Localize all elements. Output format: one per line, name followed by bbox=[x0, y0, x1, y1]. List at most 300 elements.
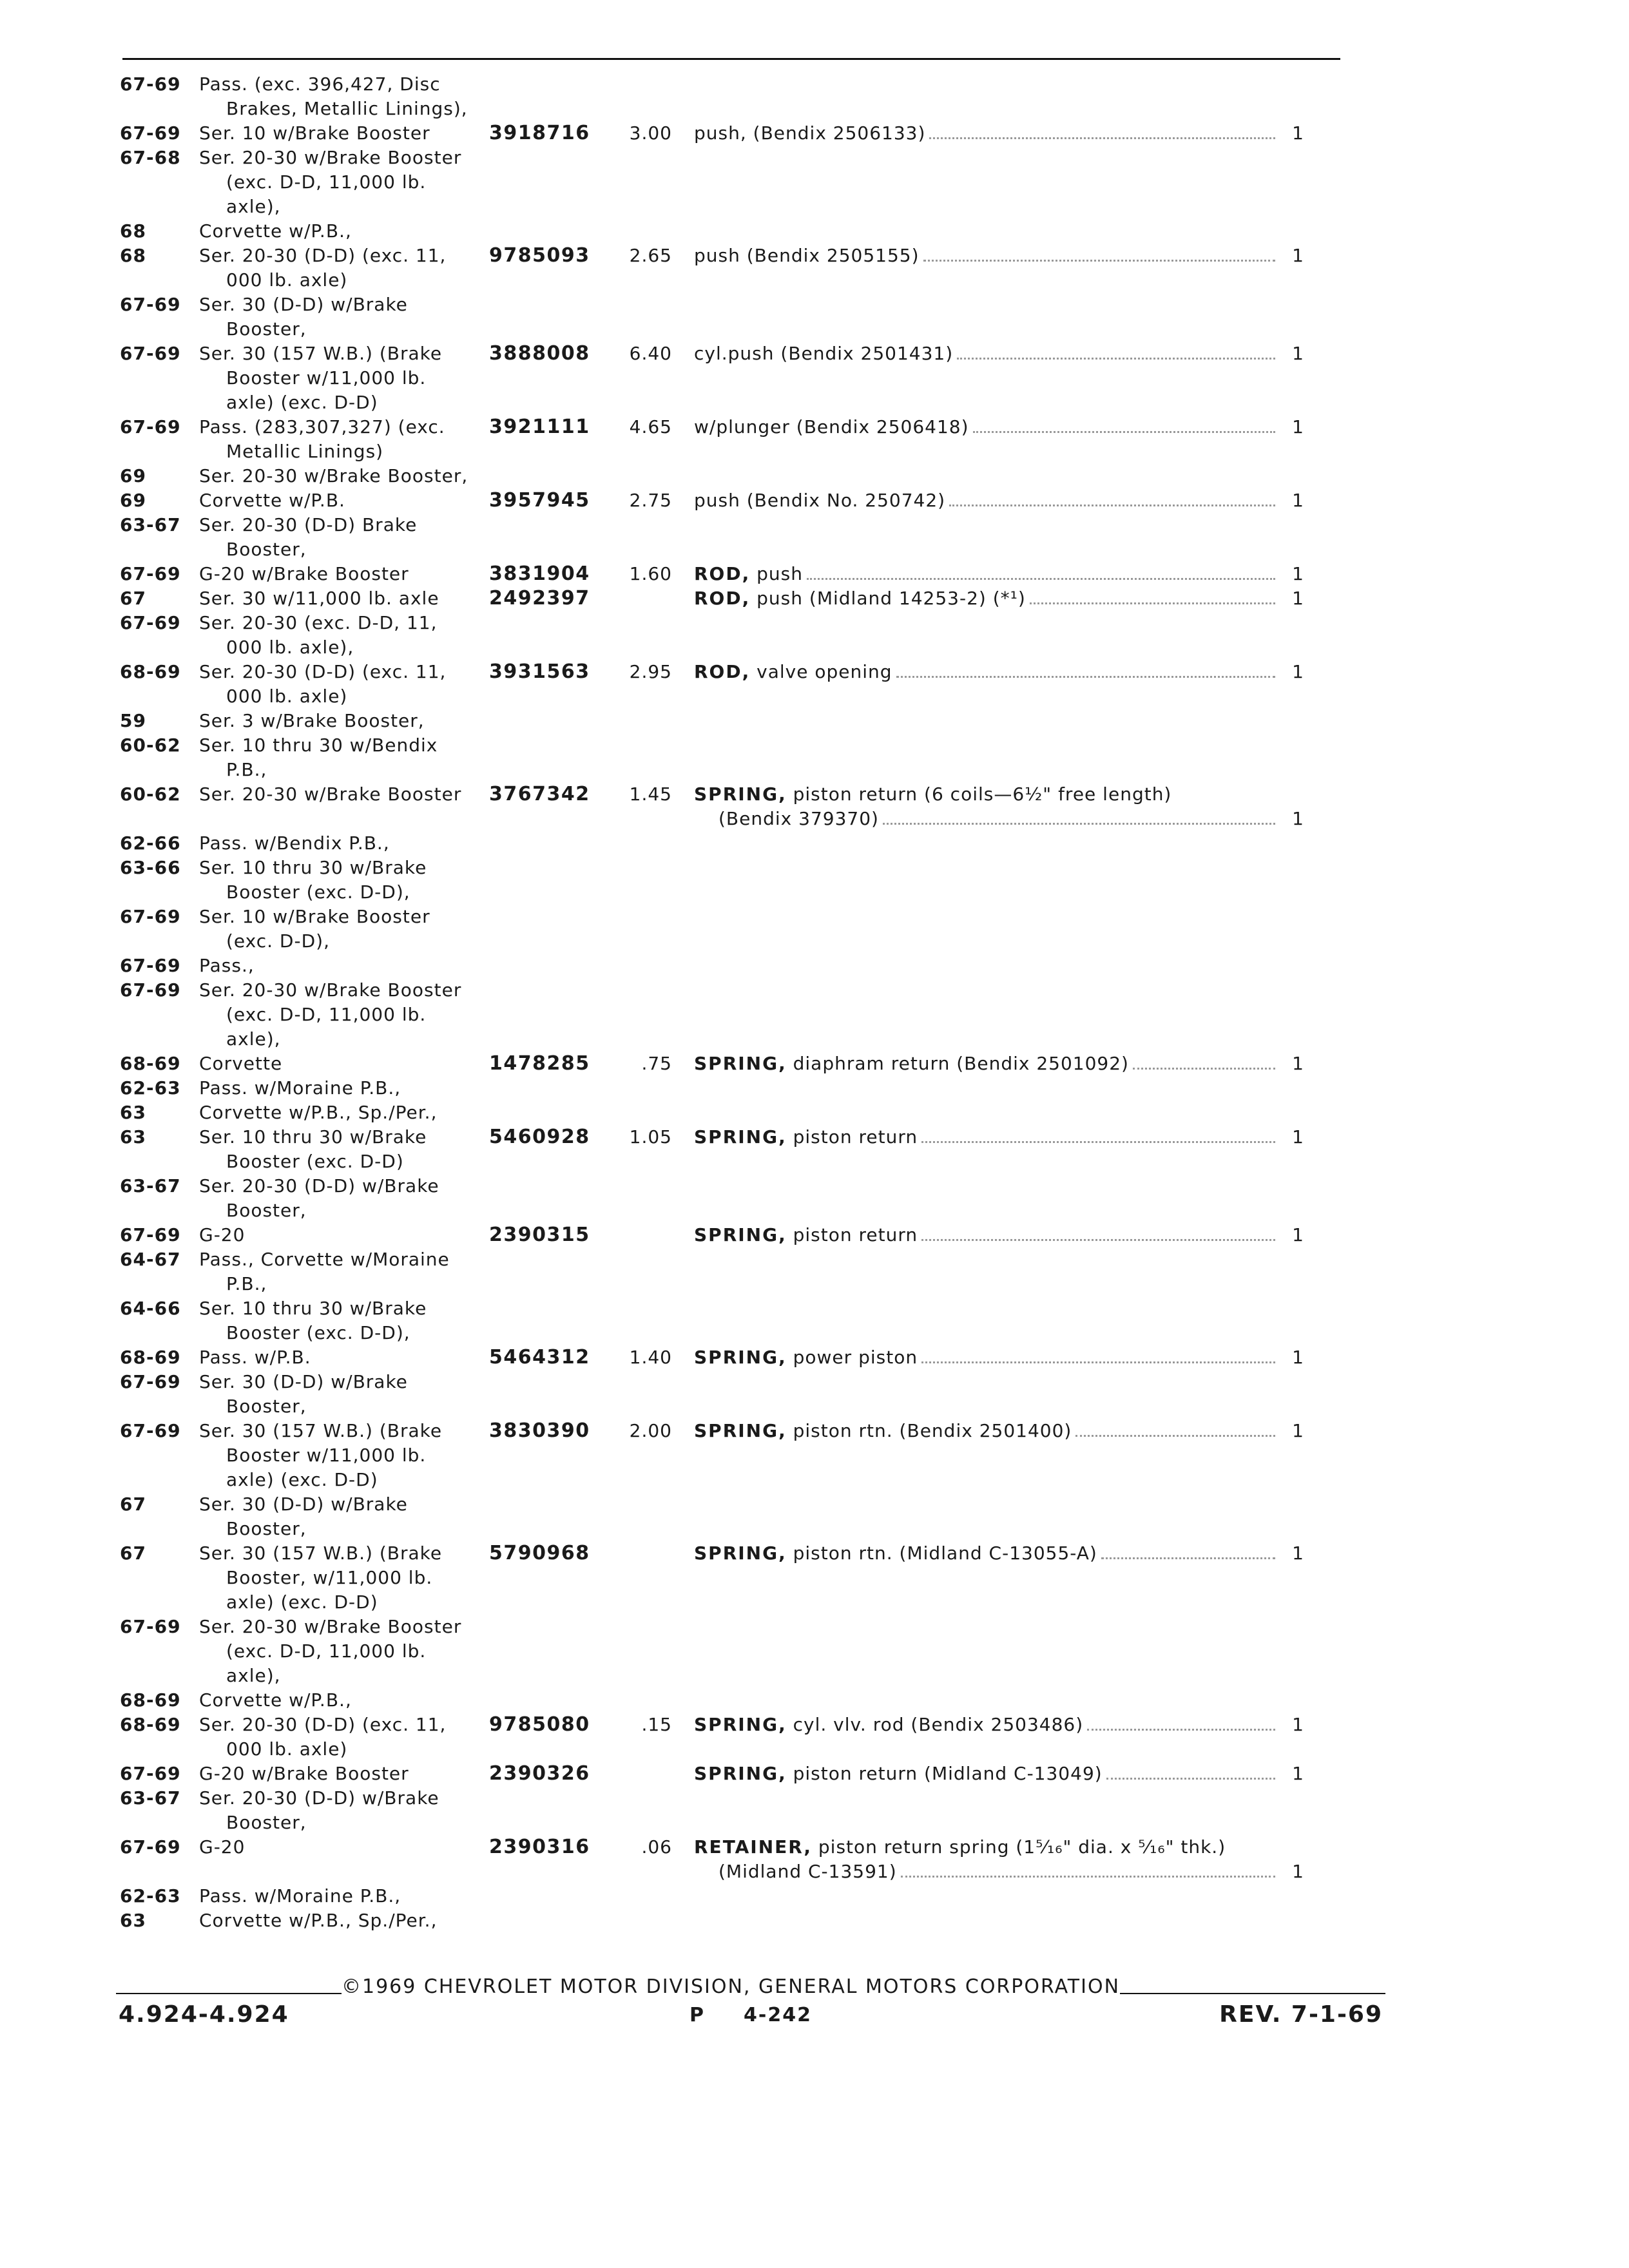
description-line: axle) (exc. D-D) bbox=[226, 1591, 378, 1613]
model-years: 63 bbox=[120, 1102, 146, 1123]
application-description bbox=[199, 219, 489, 244]
quantity-value: 1 bbox=[1292, 1420, 1304, 1441]
description-line: Ser. 20-30 (exc. D-D, 11, bbox=[199, 612, 438, 633]
part-description-line bbox=[694, 1345, 1282, 1370]
description-line: Ser. 30 (D-D) w/Brake bbox=[199, 294, 408, 315]
description-line: Ser. 10 thru 30 w/Brake bbox=[199, 1126, 427, 1148]
description-line: axle), bbox=[226, 1665, 281, 1686]
application-description bbox=[199, 856, 489, 905]
dot-leader bbox=[807, 562, 1275, 580]
application-description bbox=[199, 1541, 489, 1615]
description-line: axle), bbox=[226, 1028, 281, 1050]
description-line: (exc. D-D, 11,000 lb. bbox=[226, 1004, 427, 1025]
application-description bbox=[199, 1762, 489, 1786]
page-reference bbox=[689, 2004, 812, 2026]
description-line: Corvette bbox=[199, 1053, 283, 1074]
dot-leader bbox=[1101, 1541, 1275, 1559]
application-description bbox=[199, 1884, 489, 1908]
part-description bbox=[694, 341, 1282, 366]
quantity bbox=[1282, 782, 1304, 831]
description-line: G-20 w/Brake Booster bbox=[199, 1763, 409, 1784]
part-description-detail: power piston bbox=[793, 1347, 918, 1368]
description-line: G-20 w/Brake Booster bbox=[199, 563, 409, 584]
application-description bbox=[199, 709, 489, 733]
catalog-entry bbox=[120, 1835, 1383, 1884]
revision-date: REV. 7-1-69 bbox=[1219, 2001, 1383, 2028]
list-price: .15 bbox=[641, 1714, 672, 1735]
model-years: 67-69 bbox=[120, 1836, 181, 1858]
description-line: Ser. 10 thru 30 w/Brake bbox=[199, 1298, 427, 1319]
model-years: 67-69 bbox=[120, 416, 181, 437]
description-line: Pass. w/Moraine P.B., bbox=[199, 1885, 401, 1907]
model-years: 68-69 bbox=[120, 661, 181, 682]
dot-leader bbox=[1106, 1762, 1275, 1780]
part-description-line bbox=[694, 1860, 1282, 1884]
description-line: Corvette w/P.B., Sp./Per., bbox=[199, 1102, 438, 1123]
quantity bbox=[1282, 1541, 1304, 1566]
catalog-entry bbox=[120, 1052, 1383, 1076]
quantity bbox=[1282, 244, 1304, 268]
part-description-line bbox=[694, 1419, 1282, 1443]
application-description bbox=[199, 244, 489, 293]
part-description-text bbox=[694, 1223, 918, 1247]
catalog-entry bbox=[120, 709, 1383, 733]
part-description-line bbox=[694, 1835, 1282, 1860]
model-years: 63 bbox=[120, 1910, 146, 1931]
part-description-text bbox=[694, 807, 879, 831]
application-description bbox=[199, 341, 489, 415]
part-number: 2390316 bbox=[489, 1836, 590, 1858]
application-description bbox=[199, 586, 489, 611]
model-years: 63-66 bbox=[120, 857, 181, 878]
top-rule bbox=[122, 58, 1340, 60]
application-description bbox=[199, 72, 489, 121]
description-line: Booster w/11,000 lb. bbox=[226, 367, 427, 389]
part-description bbox=[694, 1125, 1282, 1149]
part-description bbox=[694, 586, 1282, 611]
description-line: Ser. 20-30 w/Brake Booster, bbox=[199, 465, 468, 486]
part-number: 3931563 bbox=[489, 660, 590, 683]
quantity bbox=[1282, 1125, 1304, 1149]
application-description bbox=[199, 293, 489, 341]
description-line: Booster, bbox=[226, 539, 307, 560]
quantity-value: 1 bbox=[1292, 1861, 1304, 1882]
footer-rule-left bbox=[116, 1993, 342, 1994]
part-number: 2390315 bbox=[489, 1224, 590, 1246]
description-line: axle), bbox=[226, 196, 281, 217]
description-line: (exc. D-D), bbox=[226, 930, 330, 952]
part-description bbox=[694, 244, 1282, 268]
model-years: 67-69 bbox=[120, 1616, 181, 1637]
description-line: Ser. 10 w/Brake Booster bbox=[199, 122, 430, 144]
part-description-detail: piston rtn. (Midland C-13055-A) bbox=[793, 1542, 1097, 1564]
quantity-value: 1 bbox=[1292, 1347, 1304, 1368]
part-description bbox=[694, 488, 1282, 513]
catalog-entry bbox=[120, 1100, 1383, 1125]
dot-leader bbox=[923, 244, 1275, 262]
model-years: 67-69 bbox=[120, 73, 181, 95]
catalog-entry bbox=[120, 1247, 1383, 1296]
catalog-entry bbox=[120, 1370, 1383, 1419]
model-years: 67 bbox=[120, 1494, 146, 1515]
application-description bbox=[199, 1076, 489, 1100]
part-keyword: SPRING, bbox=[694, 1053, 787, 1074]
catalog-entry bbox=[120, 1884, 1383, 1908]
part-description-text bbox=[694, 341, 953, 366]
application-description bbox=[199, 415, 489, 464]
description-line: Metallic Linings) bbox=[226, 441, 384, 462]
description-line: Ser. 20-30 (D-D) (exc. 11, bbox=[199, 245, 447, 266]
description-line: 000 lb. axle), bbox=[226, 637, 354, 658]
catalog-entry bbox=[120, 733, 1383, 782]
part-number: 3831904 bbox=[489, 562, 590, 585]
model-years: 67-69 bbox=[120, 122, 181, 144]
part-description bbox=[694, 415, 1282, 439]
part-description bbox=[694, 1762, 1282, 1786]
page-footer bbox=[119, 2001, 1383, 2030]
quantity-value: 1 bbox=[1292, 1542, 1304, 1564]
part-description bbox=[694, 1419, 1282, 1443]
model-years: 68-69 bbox=[120, 1714, 181, 1735]
part-keyword: ROD, bbox=[694, 588, 751, 609]
model-years: 63-67 bbox=[120, 1787, 181, 1809]
catalog-entry bbox=[120, 1762, 1383, 1786]
catalog-entry bbox=[120, 72, 1383, 121]
part-description-detail: piston return (Midland C-13049) bbox=[793, 1763, 1103, 1784]
quantity-value: 1 bbox=[1292, 122, 1304, 144]
catalog-entry bbox=[120, 1492, 1383, 1541]
description-line: Pass., Corvette w/Moraine bbox=[199, 1249, 450, 1270]
application-description bbox=[199, 562, 489, 586]
part-description-line bbox=[694, 415, 1282, 439]
dot-leader bbox=[1075, 1419, 1275, 1437]
model-years: 63 bbox=[120, 1126, 146, 1148]
dot-leader bbox=[901, 1860, 1275, 1878]
catalog-entry bbox=[120, 660, 1383, 709]
application-description bbox=[199, 1713, 489, 1762]
part-description-detail: push (Midland 14253-2) (*¹) bbox=[757, 588, 1026, 609]
description-line: (exc. D-D, 11,000 lb. bbox=[226, 1640, 427, 1662]
part-description-detail: (Bendix 379370) bbox=[718, 808, 879, 829]
application-description bbox=[199, 782, 489, 807]
part-description bbox=[694, 1541, 1282, 1566]
description-line: Booster, bbox=[226, 318, 307, 340]
parts-catalog-list bbox=[120, 72, 1383, 1933]
description-line: Ser. 20-30 w/Brake Booster bbox=[199, 147, 462, 168]
model-years: 69 bbox=[120, 465, 146, 486]
model-years: 60-62 bbox=[120, 783, 181, 805]
description-line: Corvette w/P.B. bbox=[199, 490, 345, 511]
part-description-text bbox=[694, 488, 945, 513]
application-description bbox=[199, 1345, 489, 1370]
quantity-value: 1 bbox=[1292, 245, 1304, 266]
description-line: Ser. 30 (157 W.B.) (Brake bbox=[199, 343, 443, 364]
quantity-value: 1 bbox=[1292, 1224, 1304, 1245]
part-description-detail: push (Bendix 2505155) bbox=[694, 245, 920, 266]
description-line: Ser. 3 w/Brake Booster, bbox=[199, 710, 425, 731]
part-description-detail: push, (Bendix 2506133) bbox=[694, 122, 926, 144]
description-line: 000 lb. axle) bbox=[226, 686, 348, 707]
dot-leader bbox=[1133, 1052, 1275, 1070]
quantity bbox=[1282, 562, 1304, 586]
quantity bbox=[1282, 1052, 1304, 1076]
part-description-text bbox=[694, 1713, 1083, 1737]
list-price: 1.40 bbox=[629, 1347, 672, 1368]
application-description bbox=[199, 1786, 489, 1835]
list-price: 2.00 bbox=[629, 1420, 672, 1441]
dot-leader bbox=[1087, 1713, 1275, 1731]
part-number: 5460928 bbox=[489, 1126, 590, 1148]
catalog-entry bbox=[120, 464, 1383, 488]
part-keyword: ROD, bbox=[694, 661, 751, 682]
list-price: 1.45 bbox=[629, 783, 672, 805]
part-description-text bbox=[694, 562, 803, 586]
description-line: Ser. 10 thru 30 w/Brake bbox=[199, 857, 427, 878]
description-line: Pass. w/Moraine P.B., bbox=[199, 1077, 401, 1099]
part-description-text bbox=[694, 1125, 918, 1149]
model-years: 63-67 bbox=[120, 1175, 181, 1196]
catalog-entry bbox=[120, 1419, 1383, 1492]
model-years: 67-69 bbox=[120, 955, 181, 976]
catalog-entry bbox=[120, 831, 1383, 856]
part-description-line bbox=[694, 807, 1282, 831]
description-line: Booster (exc. D-D), bbox=[226, 881, 410, 903]
dot-leader bbox=[921, 1125, 1275, 1143]
model-years: 67-69 bbox=[120, 1224, 181, 1245]
quantity bbox=[1282, 1835, 1304, 1884]
application-description bbox=[199, 1174, 489, 1223]
dot-leader bbox=[929, 121, 1275, 139]
description-line: Booster (exc. D-D) bbox=[226, 1151, 404, 1172]
description-line: Brakes, Metallic Linings), bbox=[226, 98, 468, 119]
application-description bbox=[199, 1296, 489, 1345]
description-line: P.B., bbox=[226, 1273, 267, 1294]
application-description bbox=[199, 1835, 489, 1860]
part-number: 3921111 bbox=[489, 416, 590, 438]
description-line: Corvette w/P.B., bbox=[199, 220, 352, 242]
dot-leader bbox=[973, 415, 1275, 433]
model-years: 67-69 bbox=[120, 612, 181, 633]
description-line: Pass. (283,307,327) (exc. bbox=[199, 416, 445, 437]
part-description-text bbox=[694, 244, 920, 268]
part-description-text bbox=[694, 1419, 1072, 1443]
catalog-entry bbox=[120, 1713, 1383, 1762]
application-description bbox=[199, 978, 489, 1052]
part-description-text bbox=[694, 1835, 1226, 1860]
model-years: 67 bbox=[120, 588, 146, 609]
part-keyword: SPRING, bbox=[694, 1763, 787, 1784]
quantity-value: 1 bbox=[1292, 1714, 1304, 1735]
quantity bbox=[1282, 1345, 1304, 1370]
part-description-line bbox=[694, 244, 1282, 268]
description-line: Corvette w/P.B., bbox=[199, 1689, 352, 1711]
quantity-value: 1 bbox=[1292, 661, 1304, 682]
quantity bbox=[1282, 1419, 1304, 1443]
part-description-text bbox=[694, 121, 925, 146]
quantity-value: 1 bbox=[1292, 1053, 1304, 1074]
part-description-detail: diaphram return (Bendix 2501092) bbox=[793, 1053, 1129, 1074]
model-years: 67-69 bbox=[120, 906, 181, 927]
part-description-line bbox=[694, 1713, 1282, 1737]
part-description-text bbox=[694, 1860, 897, 1884]
description-line: Booster, bbox=[226, 1396, 307, 1417]
part-description-line bbox=[694, 1052, 1282, 1076]
part-description-text bbox=[694, 415, 969, 439]
quantity bbox=[1282, 586, 1304, 611]
catalog-entry bbox=[120, 1908, 1383, 1933]
application-description bbox=[199, 954, 489, 978]
description-line: Ser. 20-30 (D-D) Brake bbox=[199, 514, 418, 535]
list-price: 6.40 bbox=[629, 343, 672, 364]
part-description-detail: cyl.push (Bendix 2501431) bbox=[694, 343, 954, 364]
catalog-entry bbox=[120, 146, 1383, 219]
model-years: 62-63 bbox=[120, 1885, 181, 1907]
model-years: 68-69 bbox=[120, 1053, 181, 1074]
catalog-entry bbox=[120, 586, 1383, 611]
application-description bbox=[199, 1052, 489, 1076]
description-line: G-20 bbox=[199, 1224, 246, 1245]
catalog-entry bbox=[120, 1174, 1383, 1223]
model-years: 68-69 bbox=[120, 1347, 181, 1368]
list-price: .06 bbox=[641, 1836, 672, 1858]
description-line: Ser. 30 (D-D) w/Brake bbox=[199, 1494, 408, 1515]
page-number: 4-242 bbox=[744, 2004, 812, 2026]
model-years: 63-67 bbox=[120, 514, 181, 535]
description-line: 000 lb. axle) bbox=[226, 1738, 348, 1760]
part-description-detail: cyl. vlv. rod (Bendix 2503486) bbox=[793, 1714, 1084, 1735]
part-description-text bbox=[694, 586, 1026, 611]
part-description bbox=[694, 1713, 1282, 1737]
model-years: 67-69 bbox=[120, 563, 181, 584]
part-description-detail: valve opening bbox=[757, 661, 892, 682]
part-description bbox=[694, 562, 1282, 586]
quantity-value: 1 bbox=[1292, 1126, 1304, 1148]
application-description bbox=[199, 464, 489, 488]
group-number: 4.924-4.924 bbox=[119, 2001, 289, 2028]
description-line: Ser. 30 (157 W.B.) (Brake bbox=[199, 1420, 443, 1441]
list-price: 2.95 bbox=[629, 661, 672, 682]
list-price: .75 bbox=[641, 1053, 672, 1074]
catalog-entry bbox=[120, 488, 1383, 513]
description-line: Pass., bbox=[199, 955, 255, 976]
quantity bbox=[1282, 415, 1304, 439]
application-description bbox=[199, 1688, 489, 1713]
part-number: 9785080 bbox=[489, 1713, 590, 1736]
model-years: 64-67 bbox=[120, 1249, 181, 1270]
part-description-line bbox=[694, 562, 1282, 586]
catalog-entry bbox=[120, 415, 1383, 464]
catalog-entry bbox=[120, 1615, 1383, 1688]
part-description-text bbox=[694, 1345, 918, 1370]
model-years: 60-62 bbox=[120, 735, 181, 756]
part-description-text bbox=[694, 1052, 1129, 1076]
description-line: Booster, bbox=[226, 1518, 307, 1539]
description-line: Pass. w/Bendix P.B., bbox=[199, 832, 390, 854]
list-price: 4.65 bbox=[629, 416, 672, 437]
application-description bbox=[199, 733, 489, 782]
part-description-line bbox=[694, 1125, 1282, 1149]
description-line: P.B., bbox=[226, 759, 267, 780]
model-years: 68 bbox=[120, 220, 146, 242]
part-number: 9785093 bbox=[489, 244, 590, 267]
description-line: Pass. (exc. 396,427, Disc bbox=[199, 73, 441, 95]
description-line: Ser. 20-30 (D-D) (exc. 11, bbox=[199, 1714, 447, 1735]
list-price: 1.60 bbox=[629, 563, 672, 584]
part-description bbox=[694, 121, 1282, 146]
dot-leader bbox=[957, 341, 1275, 360]
catalog-entry bbox=[120, 1076, 1383, 1100]
description-line: Ser. 20-30 (D-D) w/Brake bbox=[199, 1787, 439, 1809]
model-years: 67-69 bbox=[120, 1420, 181, 1441]
model-years: 67-69 bbox=[120, 979, 181, 1001]
section-letter: P bbox=[689, 2004, 705, 2026]
catalog-entry bbox=[120, 513, 1383, 562]
part-keyword: ROD, bbox=[694, 563, 751, 584]
description-line: Ser. 20-30 w/Brake Booster bbox=[199, 783, 462, 805]
catalog-entry bbox=[120, 954, 1383, 978]
description-line: Ser. 10 w/Brake Booster bbox=[199, 906, 430, 927]
model-years: 67-69 bbox=[120, 1763, 181, 1784]
model-years: 67-69 bbox=[120, 343, 181, 364]
part-description-text bbox=[694, 660, 892, 684]
quantity-value: 1 bbox=[1292, 490, 1304, 511]
dot-leader bbox=[883, 807, 1275, 825]
description-line: Ser. 20-30 w/Brake Booster bbox=[199, 1616, 462, 1637]
part-description-line bbox=[694, 1762, 1282, 1786]
catalog-entry bbox=[120, 1345, 1383, 1370]
part-description-detail: push (Bendix No. 250742) bbox=[694, 490, 946, 511]
catalog-entry bbox=[120, 611, 1383, 660]
catalog-entry bbox=[120, 219, 1383, 244]
part-description-detail: piston return bbox=[793, 1126, 918, 1148]
part-keyword: SPRING, bbox=[694, 1347, 787, 1368]
catalog-entry bbox=[120, 244, 1383, 293]
description-line: axle) (exc. D-D) bbox=[226, 1469, 378, 1490]
model-years: 67-69 bbox=[120, 1371, 181, 1392]
application-description bbox=[199, 1419, 489, 1492]
description-line: Ser. 30 (D-D) w/Brake bbox=[199, 1371, 408, 1392]
description-line: 000 lb. axle) bbox=[226, 269, 348, 291]
catalog-entry bbox=[120, 562, 1383, 586]
catalog-entry bbox=[120, 1223, 1383, 1247]
part-description-detail: piston return (6 coils—6½" free length) bbox=[793, 783, 1172, 805]
list-price: 1.05 bbox=[629, 1126, 672, 1148]
catalog-entry bbox=[120, 341, 1383, 415]
quantity bbox=[1282, 1223, 1304, 1247]
part-description-line bbox=[694, 488, 1282, 513]
catalog-entry bbox=[120, 856, 1383, 905]
model-years: 67-69 bbox=[120, 294, 181, 315]
part-description-line bbox=[694, 341, 1282, 366]
part-keyword: SPRING, bbox=[694, 783, 787, 805]
part-number: 2492397 bbox=[489, 587, 590, 610]
copyright-line bbox=[116, 1975, 1385, 1998]
model-years: 59 bbox=[120, 710, 146, 731]
quantity bbox=[1282, 341, 1304, 366]
part-description bbox=[694, 1052, 1282, 1076]
list-price: 2.65 bbox=[629, 245, 672, 266]
part-description-text bbox=[694, 1762, 1103, 1786]
description-line: G-20 bbox=[199, 1836, 246, 1858]
application-description bbox=[199, 121, 489, 146]
description-line: Ser. 10 thru 30 w/Bendix bbox=[199, 735, 438, 756]
quantity-value: 1 bbox=[1292, 416, 1304, 437]
list-price: 3.00 bbox=[629, 122, 672, 144]
dot-leader bbox=[1030, 586, 1275, 604]
quantity bbox=[1282, 121, 1304, 146]
part-description bbox=[694, 782, 1282, 831]
description-line: Pass. w/P.B. bbox=[199, 1347, 311, 1368]
